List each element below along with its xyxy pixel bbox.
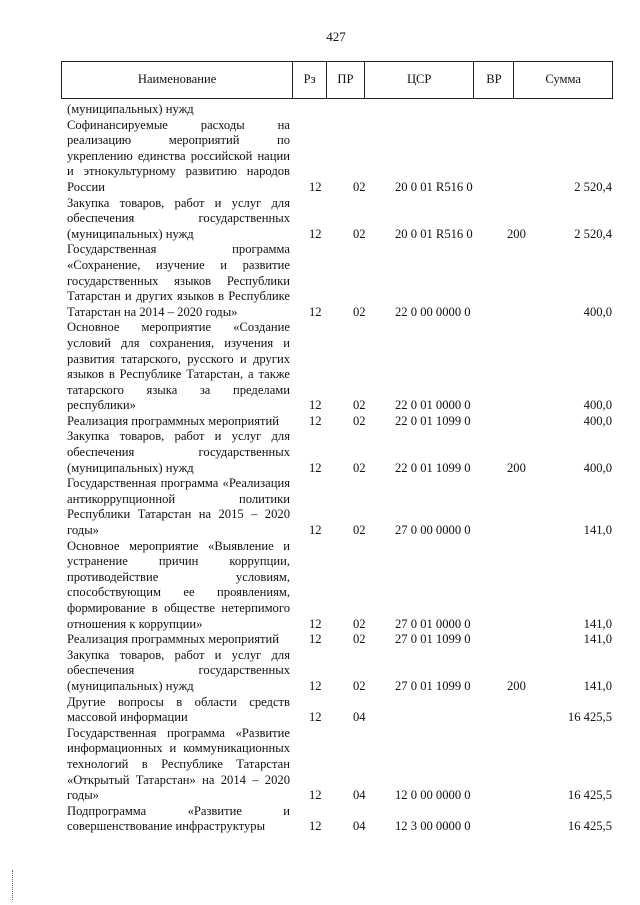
row-rz: 12	[309, 398, 322, 413]
table-row	[67, 804, 612, 835]
row-rz: 12	[309, 788, 322, 803]
table-row	[67, 242, 612, 320]
row-name: Основное мероприятие «Выявление и устранение причин коррупции, противодействие условиям, способствующим ее проявлениям, формирование в обществе нетерпимого отношения к коррупции»	[67, 538, 290, 631]
table-row	[67, 320, 612, 414]
row-pr: 02	[353, 413, 366, 428]
header-name: Наименование	[62, 62, 293, 98]
row-pr: 02	[353, 616, 366, 631]
row-rz: 12	[309, 819, 322, 834]
row-rz: 12	[309, 616, 322, 631]
row-pr: 04	[353, 710, 366, 725]
row-name: Закупка товаров, работ и услуг для обеспечения государственных (муниципальных) нужд	[67, 429, 290, 475]
row-sum: 141,0	[583, 678, 612, 693]
row-csr: 22 0 01 1099 0	[395, 460, 471, 475]
table-body	[67, 102, 612, 835]
row-csr: 20 0 01 R516 0	[395, 226, 473, 241]
row-pr: 02	[353, 226, 366, 241]
row-sum: 16 425,5	[567, 710, 612, 725]
row-name: Реализация программных мероприятий	[67, 413, 279, 428]
row-name: Софинансируемые расходы на реализацию мероприятий по укреплению единства российской нации и этнокультурному развитию народов России	[67, 117, 290, 194]
table-row	[67, 648, 612, 695]
header-pr: ПР	[327, 62, 365, 98]
header-vr: ВР	[474, 62, 514, 98]
row-name: (муниципальных) нужд	[67, 102, 194, 116]
row-name: Государственная программа «Развитие информационных и коммуникационных технологий в Республике Татарстан «Открытый Татарстан» на 2014 – 2020 годы»	[67, 725, 290, 803]
row-csr: 27 0 01 0000 0	[395, 616, 471, 631]
row-pr: 02	[353, 678, 366, 693]
row-pr: 02	[353, 632, 366, 647]
row-csr: 22 0 00 0000 0	[395, 304, 471, 319]
row-csr: 20 0 01 R516 0	[395, 179, 473, 194]
margin-mark	[12, 870, 15, 900]
row-rz: 12	[309, 460, 322, 475]
row-name: Закупка товаров, работ и услуг для обеспечения государственных (муниципальных) нужд	[67, 647, 290, 693]
table-row	[67, 196, 612, 243]
row-sum: 2 520,4	[574, 226, 612, 241]
row-pr: 02	[353, 523, 366, 538]
row-sum: 16 425,5	[567, 788, 612, 803]
row-rz: 12	[309, 678, 322, 693]
row-vr: 200	[507, 226, 526, 241]
table-row	[67, 102, 612, 118]
row-name: Государственная программа «Реализация антикоррупционной политики Республики Татарстан на 2015 – 2020 годы»	[67, 476, 290, 538]
row-name: Другие вопросы в области средств массовой информации	[67, 694, 290, 725]
table-row	[67, 632, 612, 648]
table-row	[67, 414, 612, 430]
row-sum: 400,0	[583, 398, 612, 413]
row-name: Основное мероприятие «Создание условий для сохранения, изучения и развития татарского, русского и других языков в Республике Татарстан, а также татарского языка за пределами республики»	[67, 320, 290, 413]
row-vr: 200	[507, 678, 526, 693]
row-name: Государственная программа «Сохранение, изучение и развитие государственных языков Республики Татарстан и других языков в Республике Татарстан на 2014 – 2020 годы»	[67, 242, 290, 319]
row-csr: 27 0 01 1099 0	[395, 678, 471, 693]
row-sum: 400,0	[583, 413, 612, 428]
row-rz: 12	[309, 304, 322, 319]
header-rz: Рз	[293, 62, 327, 98]
row-csr: 22 0 01 1099 0	[395, 413, 471, 428]
row-sum: 400,0	[583, 304, 612, 319]
table-row	[67, 118, 612, 196]
row-csr: 27 0 00 0000 0	[395, 523, 471, 538]
row-pr: 02	[353, 179, 366, 194]
table-row	[67, 695, 612, 726]
row-pr: 02	[353, 460, 366, 475]
table-row	[67, 539, 612, 633]
header-sum: Сумма	[545, 72, 581, 87]
row-rz: 12	[309, 413, 322, 428]
row-sum: 141,0	[583, 616, 612, 631]
row-pr: 04	[353, 788, 366, 803]
table-row	[67, 476, 612, 538]
row-csr: 12 0 00 0000 0	[395, 788, 471, 803]
row-sum: 141,0	[583, 632, 612, 647]
row-pr: 02	[353, 398, 366, 413]
row-name: Подпрограмма «Развитие и совершенствование инфраструктуры	[67, 803, 290, 834]
table-row	[67, 726, 612, 804]
row-csr: 22 0 01 0000 0	[395, 398, 471, 413]
table-header	[61, 61, 613, 99]
header-csr: ЦСР	[365, 62, 475, 98]
page-number: 427	[326, 29, 346, 44]
row-sum: 2 520,4	[574, 179, 612, 194]
row-sum: 16 425,5	[567, 819, 612, 834]
row-csr: 12 3 00 0000 0	[395, 819, 471, 834]
row-rz: 12	[309, 179, 322, 194]
row-vr: 200	[507, 460, 526, 475]
row-rz: 12	[309, 710, 322, 725]
table-row	[67, 429, 612, 476]
row-pr: 04	[353, 819, 366, 834]
row-name: Закупка товаров, работ и услуг для обеспечения государственных (муниципальных) нужд	[67, 195, 290, 241]
row-rz: 12	[309, 632, 322, 647]
row-rz: 12	[309, 226, 322, 241]
row-sum: 400,0	[583, 460, 612, 475]
row-csr: 27 0 01 1099 0	[395, 632, 471, 647]
row-name: Реализация программных мероприятий	[67, 632, 279, 647]
row-rz: 12	[309, 523, 322, 538]
row-sum: 141,0	[583, 523, 612, 538]
row-pr: 02	[353, 304, 366, 319]
